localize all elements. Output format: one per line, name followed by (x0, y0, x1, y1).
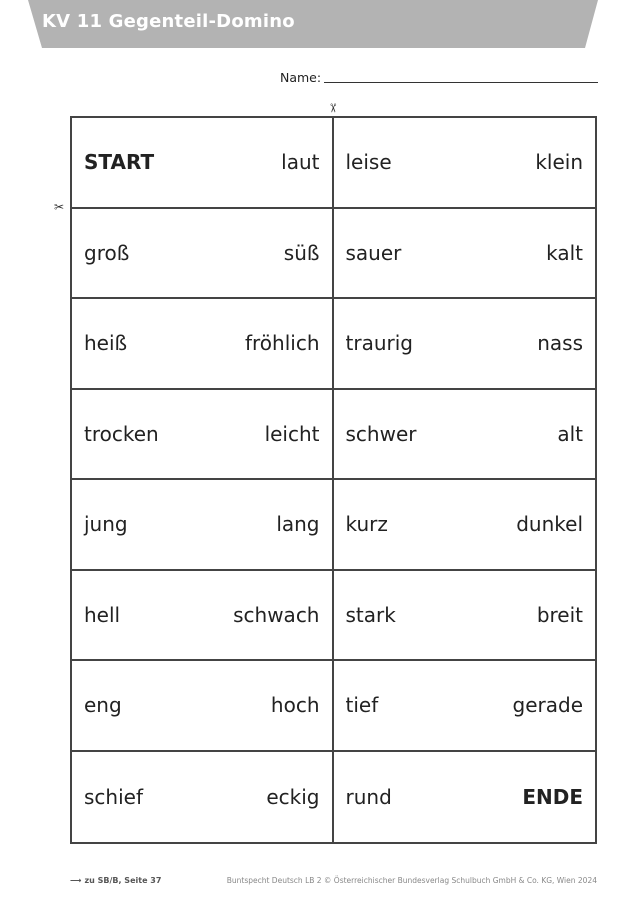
tile-word-left: START (84, 150, 155, 175)
domino-tile (72, 209, 334, 300)
tile-word-left: hell (84, 602, 121, 627)
arrow-right-icon: ⟶ (70, 876, 82, 885)
domino-tile (72, 661, 334, 752)
tile-word-left: sauer (345, 240, 402, 265)
tile-word-right: lang (276, 512, 320, 537)
domino-tile (334, 571, 596, 662)
tile-word-left: schief (84, 784, 143, 809)
scissors-icon: ✂ (326, 102, 341, 114)
tile-word-left: leise (345, 150, 392, 175)
tile-word-right: ENDE (522, 784, 583, 809)
tile-word-left: groß (84, 240, 130, 265)
domino-tile (334, 480, 596, 571)
tile-word-left: tief (345, 693, 379, 718)
tile-word-right: breit (536, 602, 583, 627)
footer-copyright: Buntspecht Deutsch LB 2 © Österreichischer Bundesverlag Schulbuch GmbH & Co. KG, Wien 2024 (226, 876, 597, 885)
footer-reference (70, 876, 161, 885)
tile-word-right: eckig (266, 784, 320, 809)
tile-word-left: jung (84, 512, 128, 537)
tile-word-left: stark (345, 602, 396, 627)
footer-reference-text: zu SB/B, Seite 37 (84, 876, 162, 885)
tile-word-right: klein (535, 150, 583, 175)
tile-word-right: dunkel (516, 512, 583, 537)
domino-grid (70, 116, 597, 844)
tile-word-right: schwach (233, 602, 320, 627)
tile-word-right: fröhlich (244, 331, 320, 356)
tile-word-right: süß (283, 240, 320, 265)
tile-word-left: trocken (84, 421, 159, 446)
tile-word-left: kurz (345, 512, 388, 537)
domino-tile (72, 299, 334, 390)
tile-word-right: leicht (264, 421, 320, 446)
name-write-line (324, 82, 598, 83)
scissors-icon: ✂ (54, 200, 65, 214)
tile-word-left: schwer (345, 421, 417, 446)
domino-tile (334, 209, 596, 300)
tile-word-right: gerade (512, 693, 583, 718)
domino-tile (334, 118, 596, 209)
tile-word-right: laut (281, 150, 320, 175)
worksheet-title: KV 11 Gegenteil-Domino (42, 11, 295, 32)
tile-word-left: traurig (345, 331, 413, 356)
name-label: Name: (280, 70, 322, 85)
tile-word-right: nass (537, 331, 583, 356)
name-field (280, 70, 598, 86)
domino-tile (334, 661, 596, 752)
domino-tile (334, 390, 596, 481)
tile-word-right: hoch (270, 693, 320, 718)
domino-tile (72, 480, 334, 571)
tile-word-left: heiß (84, 331, 128, 356)
domino-tile (72, 390, 334, 481)
tile-word-left: eng (84, 693, 122, 718)
tile-word-left: rund (345, 784, 392, 809)
tile-word-right: alt (557, 421, 583, 446)
domino-tile (72, 571, 334, 662)
domino-tile (334, 752, 596, 843)
domino-tile (72, 752, 334, 843)
domino-tile (72, 118, 334, 209)
tile-word-right: kalt (546, 240, 583, 265)
domino-tile (334, 299, 596, 390)
header-band (0, 0, 640, 48)
